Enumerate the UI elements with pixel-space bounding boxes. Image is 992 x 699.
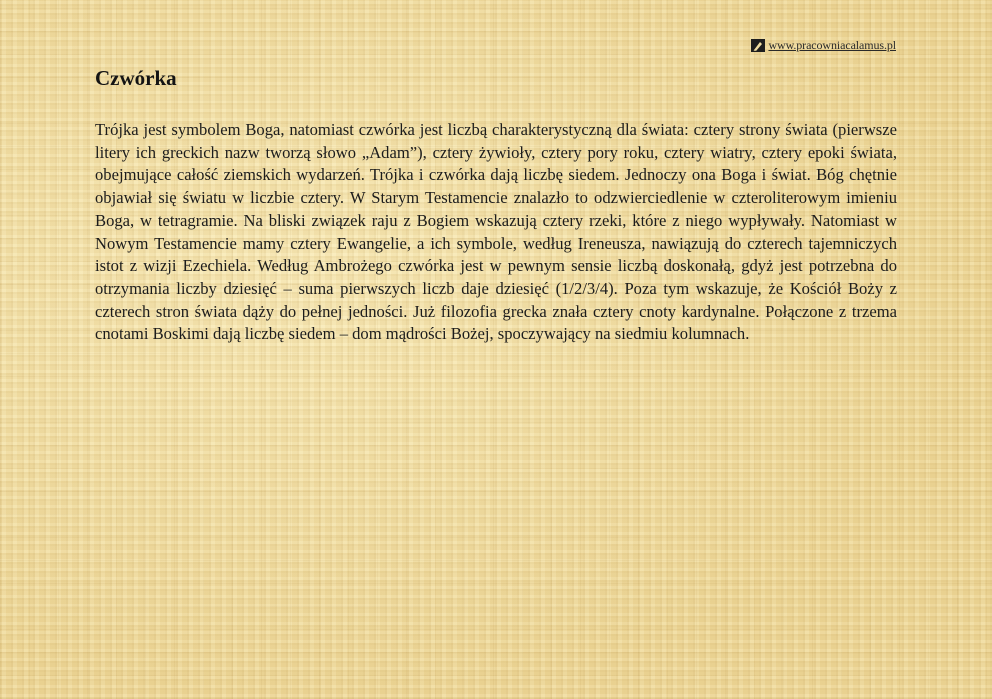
pen-nib-icon <box>751 39 765 52</box>
body-paragraph: Trójka jest symbolem Boga, natomiast czwórka jest liczbą charakterystyczną dla świata: cztery strony świata (pierwsze litery ich greckich nazw tworzą słowo „Adam”), cztery żywioły, cztery pory roku, cztery wiatry, cztery epoki świata, obejmujące całość ziemskich wydarzeń. Trójka i czwórka dają liczbę siedem. Jednoczy ona Boga i świat. Bóg chętnie objawiał się światu w liczbie cztery. W Starym Testamencie znalazło to odzwierciedlenie w czteroliterowym imieniu Boga, w tetragramie. Na bliski związek raju z Bogiem wskazują cztery rzeki, które z niego wypływały. Natomiast w Nowym Testamencie mamy cztery Ewangelie, a ich symbole, według Ireneusza, nawiązują do czterech tajemniczych istot z wizji Ezechiela. Według Ambrożego czwórka jest w pewnym sensie liczbą doskonałą, gdyż jest potrzebna do otrzymania liczby dziesięć – suma pierwszych liczb daje dziesięć (1/2/3/4). Poza tym wskazuje, że Kościół Boży z czterech stron świata dąży do pełnej jedności. Już filozofia grecka znała cztery cnoty kardynalne. Połączone z trzema cnotami Boskimi dają liczbę siedem – dom mądrości Bożej, spoczywający na siedmiu kolumnach. <box>95 120 897 344</box>
page-title: Czwórka <box>95 66 177 90</box>
site-link[interactable] <box>751 38 896 53</box>
site-link-text[interactable]: www.pracowniacalamus.pl <box>768 38 896 52</box>
